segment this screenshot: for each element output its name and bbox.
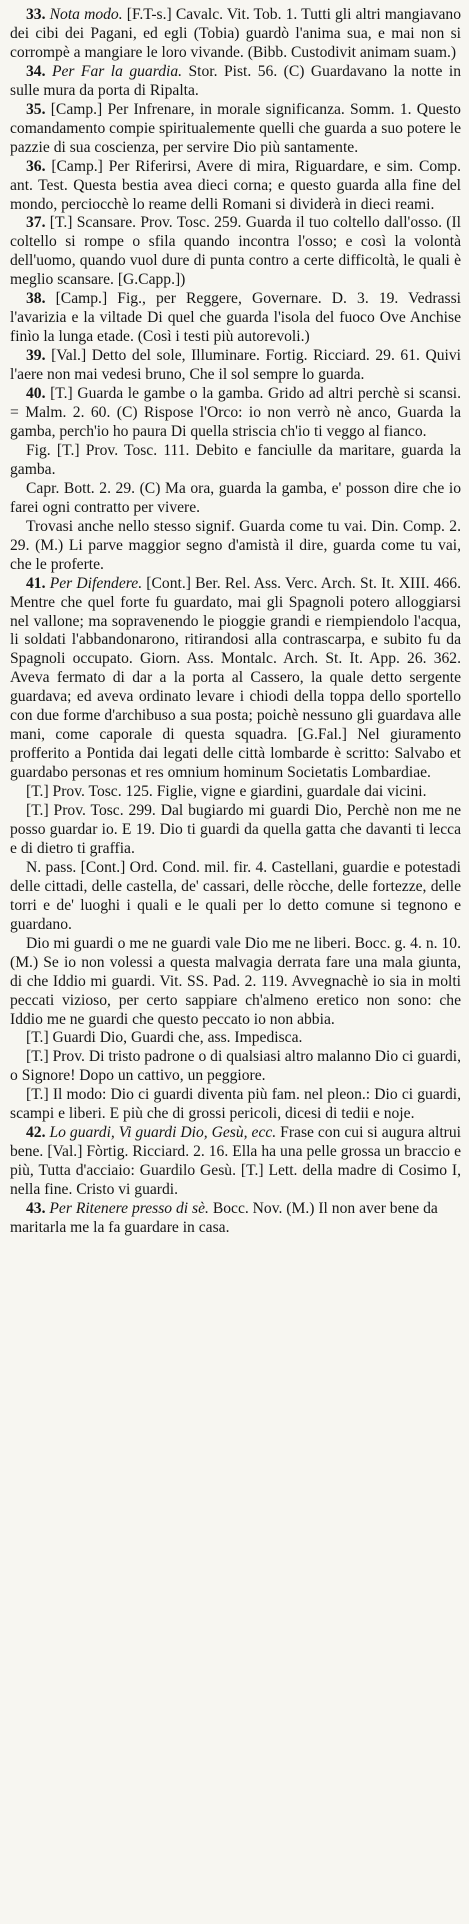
entry-headword: [Val.] [51,347,87,365]
entry-text: Scansare. Prov. Tosc. 259. Guarda il tuo coltello dall'osso. (Il coltello si rompe o sfila quando incontra l'osso; e così la volontà dell'uomo, quando vuol dure di punta contro a certe difficoltà, le quali è meglio scansare. [G.Capp.]) [10,214,461,289]
entry-text: Frase con cui si augura altrui bene. [Val.] Fòrtig. Ricciard. 2. 16. Ella ha una pelle grossa un braccio e più, Tutta d'acciaio: Guardilo Gesù. [T.] Lett. della madre di Cosimo I, nella fine. Cristo vi guardi. [10,1124,462,1199]
entry-number: 38. [26,290,46,308]
entry-text: [T.] Guardi Dio, Guardi che, ass. Impedisca. [26,1029,303,1047]
entry-number: 39. [26,347,46,365]
entry-text: Guarda le gambe o la gamba. Grido ad altri perchè si scansi. = Malm. 2. 60. (C) Rispose l'Orco: io non verrò nè anco, Guarda la gamba, perch'io ho paura Di quella striscia ch'io ti veggo al fianco. [10,385,461,440]
entry-number: 36. [26,157,46,175]
entry-number: 43. [26,1200,46,1218]
entry-text: Trovasi anche nello stesso signif. Guarda come tu vai. Din. Comp. 2. 29. (M.) Li parve maggior segno d'amistà il dire, guarda come tu vai, che le proferte. [10,517,461,573]
entry-text: Dio mi guardi o me ne guardi vale Dio me ne liberi. Bocc. g. 4. n. 10. (M.) Se io non volessi a questa malvagia derrata fare una mala giunta, di che Iddio mi guardi. Vit. SS. Pad. 2. 119. Avvegnachè io sia in molti peccati vizioso, per certo sappiare ch'almeno eretico non sono: che Iddio me ne guardi che questo peccato io non abbia. [10,934,461,1028]
entry-text: N. pass. [Cont.] Ord. Cond. mil. fir. 4. Castellani, guardie e potestadi delle cittadi, delle castella, de' cassari, delle ròcche, delle fortezze, delle torri e de' luoghi i quali e le quali per lo detto comune si tegnono e guardano. [10,858,461,933]
entry-text: Stor. Pist. 56. (C) Guardavano la notte in sulle mura da porta di Ripalta. [10,62,462,99]
entry-text: [T.] Prov. Tosc. 125. Figlie, vigne e giardini, guardale dai vicini. [26,783,427,801]
entry-headword: Per Ritenere presso di sè. [49,1200,209,1218]
entry-42 [10,1124,461,1200]
entry-headword: [T.] [49,214,73,232]
entry-text: Bocc. Nov. (M.) Il non aver bene da maritarla me la fa guardare in casa. [10,1200,438,1236]
entry-number: 35. [26,100,46,118]
entry-text: [T.] Prov. Di tristo padrone o di qualsiasi altro malanno Dio ci guardi, o Signore! Dopo un cattivo, un peggiore. [10,1048,461,1085]
entry-headword: Per Difendere. [49,574,143,592]
entry-text: [T.] Il modo: Dio ci guardi diventa più fam. nel pleon.: Dio ci guardi, scampi e liberi. E più che di grossi pericoli, dicesi di tedii e noje. [10,1086,461,1123]
entry-43 [10,1200,461,1238]
entry-headword: Lo guardi, Vi guardi Dio, Gesù, ecc. [49,1124,277,1142]
entry-37 [10,214,461,290]
entry-number: 41. [26,574,46,592]
entry-41-prov-125 [10,783,461,802]
entry-headword: [Camp.] [51,157,103,175]
entry-38 [10,290,461,347]
entry-41-prov-299 [10,802,461,859]
entry-41-prov-tristo [10,1048,461,1086]
entry-text: Capr. Bott. 2. 29. (C) Ma ora, guarda la gamba, e' posson dire che io farei ogni contratto per vivere. [10,479,461,516]
entry-41-guardi-dio [10,1029,461,1048]
entry-35 [10,101,461,158]
entry-number: 40. [26,385,46,403]
entry-text: Per Riferirsi, Avere di mira, Riguardare, e sim. Comp. ant. Test. Questa bestia avea dieci corna; e questo guarda alla fine del mondo, perciocchè lo reame delli Romani si dividerà in dieci reami. [10,157,461,213]
entry-text: [T.] Prov. Tosc. 299. Dal bugiardo mi guardi Dio, Perchè non me ne posso guardar io. E 19. Dio ti guardi da quella gatta che davanti ti lecca e di dietro ti graffia. [10,802,461,857]
entry-text: Fig. [T.] Prov. Tosc. 111. Debito e fanciulle da maritare, guarda la gamba. [10,441,461,478]
entry-number: 37. [26,214,46,232]
entry-text: Fig., per Reggere, Governare. D. 3. 19. Vedrassi l'avarizia e la viltade Di quel che guarda l'isola del fuoco Ove Anchise finìo la lunga etade. (Così i testi più autorevoli.) [10,290,461,346]
entry-number: 33. [26,6,46,23]
entry-34 [10,63,461,101]
entry-headword: Nota modo. [49,6,123,23]
entry-number: 34. [26,62,46,80]
entry-40-fig [10,442,461,480]
entry-41-dio-mi-guardi [10,935,461,1030]
entry-40-trovasi [10,518,461,575]
entry-40-capr [10,480,461,518]
entry-headword: [Camp.] [50,100,103,118]
entry-40 [10,385,461,442]
entry-41-npass [10,859,461,935]
entry-33 [10,6,461,63]
entry-headword: Per Far la guardia. [51,62,183,80]
entry-36 [10,158,461,215]
entry-number: 42. [26,1124,46,1142]
entry-text: [F.T-s.] Cavalc. Vit. Tob. 1. Tutti gli altri mangiavano dei cibi dei Pagani, ed egli (Tobia) guardò l'anima sua, e mai non si corrompè a mangiare le loro vivande. (Bibb. Custodivit animam suam.) [10,6,462,61]
entry-headword: [Camp.] [55,290,108,308]
entry-41-il-modo [10,1086,461,1124]
entry-text: Detto del sole, Illuminare. Fortig. Ricciard. 29. 61. Quivi l'aere non mai vedesi bruno, Che il sol sempre lo guarda. [10,347,461,384]
entry-text: Per Infrenare, in morale significanza. Somm. 1. Questo comandamento compie spiritualemente quelli che guarda a suo potere le pazzie di sua coscienza, per servire Dio più santamente. [10,100,461,156]
entry-41 [10,575,461,783]
entry-39 [10,347,461,385]
entry-headword: [T.] [50,385,73,403]
entry-text: [Cont.] Ber. Rel. Ass. Verc. Arch. St. It. XIII. 466. Mentre che quel forte fu guardato, mai gli Spagnoli potero alloggiarsi nel vallone; ma sopravenendo le pioggie grandi e riempiendolo l'acqua, li soldati l'abbandonarono, ritirandosi alla contrascarpa, e subito fu da Spagnoli occupato. Giorn. Ass. Montalc. Arch. St. It. App. 26. 362. Aveva fermato di dar a la porta al Cassero, la quale detto sergente guardava; ed aveva ordinato levare i chiodi della toppa dello sportello con due forme d'archibuso a sua posta; poichè nessuno gli guardava alle mani, come caporale di questa squadra. [G.Fal.] Nel giuramento profferito a Pontida dai legati delle città lombarde è scritto: Salvabo et guardabo personas et res omnium hominum Societatis Lombardiae. [10,574,461,782]
